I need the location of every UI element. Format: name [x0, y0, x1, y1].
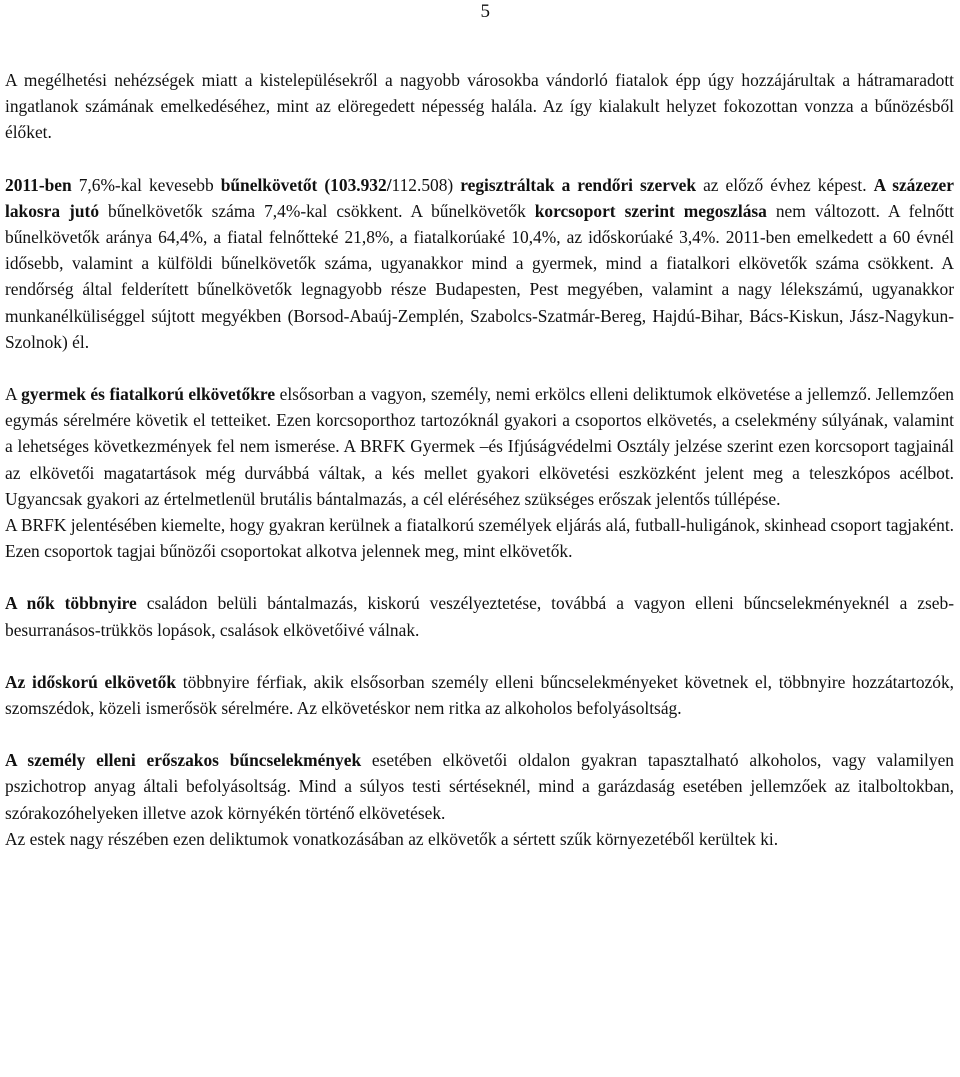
paragraph-text: nem változott. A felnőtt bűnelkövetők aránya 64,4%, a fiatal felnőtteké 21,8%, a fiatalkorúaké 10,4%, az időskorúaké 3,4%. 2011-ben emelkedett a 60 évnél idősebb, valamint a külföldi bűnelkövetők száma, ugyanakkor mind a gyermek, mind a fiatalkori elkövetők száma csökkent. A rendőrség által felderített bűnelkövetők legnagyobb része Budapesten, Pest megyében, valamint a nagy lélekszámú, ugyanakkor munkanélküliséggel sújtott megyékben (Borsod-Abaúj-Zemplén, Szabolcs-Szatmár-Bereg, Hajdú-Bihar, Bács-Kiskun, Jász-Nagykun-Szolnok) él. [5, 200, 954, 352]
bold-text: gyermek és fiatalkorú elkövetőkre [21, 384, 276, 405]
paragraph-rural-migration [5, 67, 954, 146]
bold-text: A százezer lakosra jutó [5, 174, 954, 221]
paragraph-text: Az estek nagy részében ezen deliktumok vonatkozásában az elkövetők a sértett szűk környezetéből kerültek ki. [5, 828, 779, 849]
page-number: 5 [480, 1, 490, 22]
bold-text: 2011-ben [5, 174, 72, 195]
paragraph-elderly-offenders [5, 669, 954, 721]
paragraph-text: esetében elkövetői oldalon gyakran tapasztalható alkoholos, vagy valamilyen pszichotrop anyag általi befolyásoltság. Mind a súlyos testi sértéseknél, mind a garázdaság esetében jellemzőek az italboltokban, szórakozóhelyeken illetve azok környékén történő elkövetések. [5, 750, 954, 823]
paragraph-text: elsősorban a vagyon, személy, nemi erkölcs elleni deliktumok elkövetése a jellemző. Jellemzően egymás sérelmére követik el tetteiket. Ezen korcsoporthoz tartozóknál gyakori a csoportos elkövetés, a cselekmény súlyának, valamint a lehetséges következmények fel nem ismerése. A BRFK Gyermek –és Ifjúságvédelmi Osztály jelzése szerint ezen korcsoport tagjainál az elkövetői magatartások még durvábbá váltak, a kés mellet gyakori elkövetési eszközként jelent meg a teleszkópos acélbot. Ugyancsak gyakori az értelmetlenül brutális bántalmazás, a cél eléréséhez szükséges erőszak jelentős túllépése. [5, 384, 955, 509]
bold-text: (103.932/ [324, 174, 392, 195]
paragraph-violent-crimes [5, 747, 954, 826]
bold-text: regisztráltak a rendőri szervek [460, 174, 697, 195]
document-body [5, 67, 954, 852]
bold-text: bűnelkövetőt [220, 174, 318, 195]
bold-text: A nők többnyire [5, 593, 137, 614]
paragraph-text: családon belüli bántalmazás, kiskorú veszélyeztetése, továbbá a vagyon elleni bűncselekményeknél a zseb-besurranásos-trükkös lopások, csalások elkövetőivé válnak. [5, 593, 954, 640]
paragraph-victim-environment [5, 826, 954, 852]
paragraph-text: A BRFK jelentésében kiemelte, hogy gyakran kerülnek a fiatalkorú személyek eljárás alá, futball-huligánok, skinhead csoport tagjaként. Ezen csoportok tagjai bűnözői csoportokat alkotva jelennek meg, mint elkövetők. [5, 515, 954, 562]
paragraph-text: A [5, 384, 22, 405]
paragraph-text: A megélhetési nehézségek miatt a kistelepülésekről a nagyobb városokba vándorló fiatalok épp úgy hozzájárultak a hátramaradott ingatlanok számának emelkedéséhez, mint az elöregedett népesség halála. Az így kialakult helyzet fokozottan vonzza a bűnözésből élőket. [5, 70, 954, 143]
paragraph-juvenile-offenders [5, 381, 954, 512]
paragraph-text: 112.508) [391, 174, 461, 195]
paragraph-brfk-report [5, 512, 954, 564]
bold-text: A személy elleni erőszakos bűncselekmények [5, 750, 362, 771]
paragraph-text: 7,6%-kal kevesebb [71, 174, 221, 195]
paragraph-text: többnyire férfiak, akik elsősorban személy elleni bűncselekményeket követnek el, többnyire hozzátartozók, szomszédok, közeli ismerősök sérelmére. Az elkövetéskor nem ritka az alkoholos befolyásoltság. [5, 671, 954, 719]
bold-text: korcsoport szerint megoszlása [534, 200, 767, 221]
bold-text: Az időskorú elkövetők [5, 671, 177, 692]
paragraph-female-offenders [5, 590, 954, 642]
paragraph-text: bűnelkövetők száma 7,4%-kal csökkent. A bűnelkövetők [99, 200, 535, 221]
paragraph-text: az előző évhez képest. [696, 174, 874, 195]
paragraph-offender-statistics [5, 172, 954, 355]
